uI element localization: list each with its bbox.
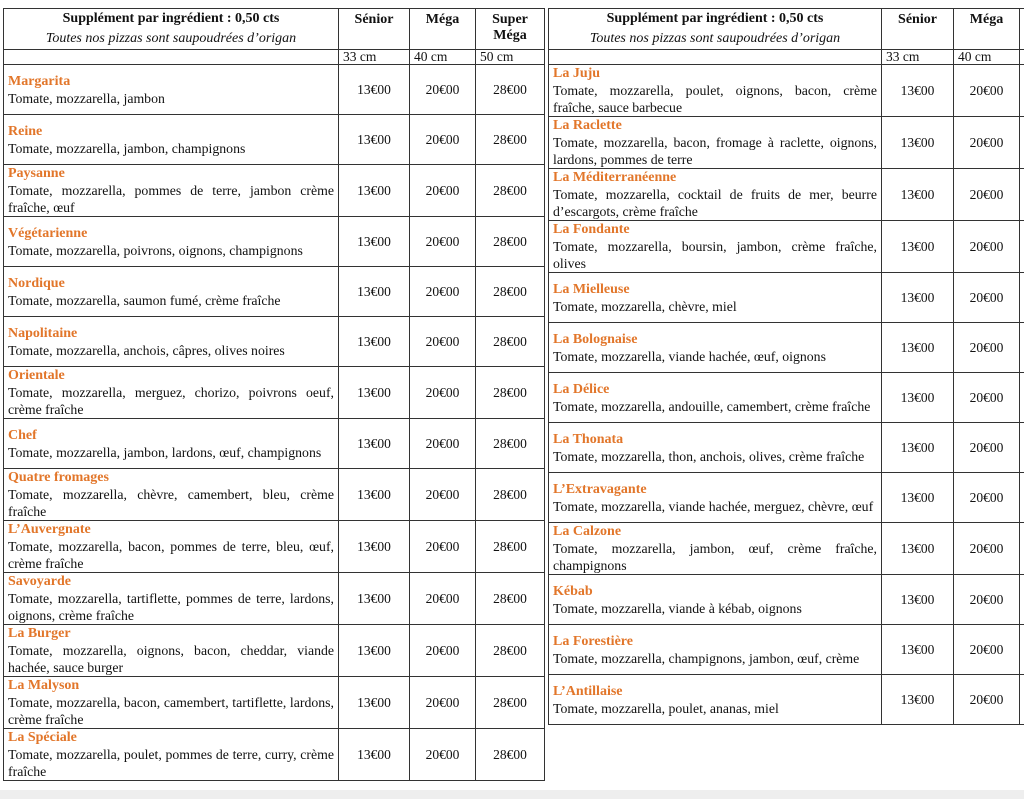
price-senior: 13€00	[339, 65, 410, 115]
pizza-row	[4, 115, 545, 165]
pizza-row	[549, 221, 1024, 273]
size-senior: 33 cm	[339, 50, 410, 65]
pizza-name: La Spéciale	[8, 730, 77, 745]
price-mega: 20€00	[410, 217, 476, 267]
pizza-ingredients: Tomate, mozzarella, jambon, lardons, œuf, champignons	[8, 444, 322, 460]
pizza-row	[549, 473, 1024, 523]
pizza-cell	[4, 521, 339, 573]
supplement-label: Supplément par ingrédient : 0,50 cts	[62, 11, 280, 26]
price-senior: 13€00	[339, 367, 410, 419]
price-senior: 13€00	[339, 165, 410, 217]
size-spacer	[549, 50, 882, 65]
price-senior: 13€00	[882, 423, 954, 473]
price-mega: 20€00	[410, 625, 476, 677]
price-mega: 20€00	[954, 523, 1020, 575]
pizza-row	[549, 273, 1024, 323]
col-super-header: Super Méga	[476, 9, 545, 50]
pizza-cell	[4, 115, 339, 165]
price-super: 28€00	[476, 729, 545, 781]
pizza-cell	[4, 729, 339, 781]
pizza-row	[4, 367, 545, 419]
pizza-cell	[4, 573, 339, 625]
price-mega: 20€00	[954, 473, 1020, 523]
pizza-name: L’Extravagante	[553, 481, 647, 497]
size-mega: 40 cm	[954, 50, 1020, 65]
pizza-cell	[4, 419, 339, 469]
pizza-cell	[549, 117, 882, 169]
price-super: 28€00	[476, 521, 545, 573]
price-super: 28€00	[476, 419, 545, 469]
pizza-name: La Raclette	[553, 118, 622, 133]
price-mega: 20€00	[410, 729, 476, 781]
pizza-menu-table-right	[548, 8, 1024, 725]
pizza-name: Reine	[8, 123, 43, 139]
price-super: 28€00	[476, 677, 545, 729]
price-super: 28€00	[476, 267, 545, 317]
pizza-ingredients: Tomate, mozzarella, oignons, bacon, cheddar, viande hachée, sauce burger	[8, 643, 334, 675]
pizza-cell	[549, 675, 882, 725]
price-mega: 20€00	[410, 677, 476, 729]
pizza-name: La Malyson	[8, 678, 80, 693]
pizza-row	[4, 217, 545, 267]
pizza-row	[4, 317, 545, 367]
supplement-label: Supplément par ingrédient : 0,50 cts	[606, 11, 824, 26]
pizza-cell	[549, 523, 882, 575]
pizza-cell	[4, 625, 339, 677]
pizza-ingredients: Tomate, mozzarella, chèvre, miel	[553, 298, 737, 314]
price-mega: 20€00	[954, 117, 1020, 169]
pizza-ingredients: Tomate, mozzarella, saumon fumé, crème fraîche	[8, 292, 281, 308]
pizza-cell	[549, 473, 882, 523]
pizza-row	[549, 523, 1024, 575]
pizza-ingredients: Tomate, mozzarella, viande hachée, œuf, oignons	[553, 348, 826, 364]
price-mega: 20€00	[954, 273, 1020, 323]
price-super: 28€00	[476, 625, 545, 677]
pizza-row	[4, 267, 545, 317]
page-bottom-strip	[0, 790, 1024, 799]
pizza-cell	[549, 65, 882, 117]
price-senior: 13€00	[339, 573, 410, 625]
price-super: 28€00	[476, 115, 545, 165]
pizza-ingredients: Tomate, mozzarella, jambon	[8, 90, 165, 106]
pizza-ingredients: Tomate, mozzarella, tartiflette, pommes de terre, lardons, oignons, crème fraîche	[8, 591, 334, 623]
pizza-row	[4, 729, 545, 781]
price-super: 28€00	[476, 217, 545, 267]
pizza-row	[549, 117, 1024, 169]
price-cut	[1020, 575, 1024, 625]
price-senior: 13€00	[882, 575, 954, 625]
price-senior: 13€00	[339, 521, 410, 573]
price-senior: 13€00	[882, 65, 954, 117]
pizza-row	[4, 677, 545, 729]
pizza-menu-table-left	[3, 8, 545, 781]
pizza-cell	[549, 625, 882, 675]
pizza-cell	[4, 367, 339, 419]
pizza-name: Chef	[8, 427, 37, 443]
col-mega-header: Méga	[954, 9, 1020, 50]
pizza-cell	[4, 677, 339, 729]
price-senior: 13€00	[339, 217, 410, 267]
pizza-ingredients: Tomate, mozzarella, cocktail de fruits de mer, beurre d’escargots, crème fraîche	[553, 187, 877, 219]
price-cut	[1020, 625, 1024, 675]
pizza-row	[4, 521, 545, 573]
pizza-cell	[549, 423, 882, 473]
pizza-name: La Mielleuse	[553, 281, 630, 297]
pizza-cell	[4, 469, 339, 521]
pizza-name: Orientale	[8, 368, 65, 383]
pizza-name: La Forestière	[553, 633, 633, 649]
pizza-ingredients: Tomate, mozzarella, andouille, camembert, crème fraîche	[553, 398, 871, 414]
pizza-row	[4, 625, 545, 677]
price-senior: 13€00	[882, 169, 954, 221]
pizza-name: Paysanne	[8, 166, 65, 181]
price-cut	[1020, 373, 1024, 423]
size-senior: 33 cm	[882, 50, 954, 65]
price-mega: 20€00	[410, 165, 476, 217]
pizza-row	[4, 469, 545, 521]
price-senior: 13€00	[882, 523, 954, 575]
price-mega: 20€00	[954, 221, 1020, 273]
origan-note: Toutes nos pizzas sont saupoudrées d’origan	[45, 31, 297, 46]
pizza-cell	[549, 575, 882, 625]
price-senior: 13€00	[339, 469, 410, 521]
price-senior: 13€00	[339, 419, 410, 469]
price-senior: 13€00	[339, 115, 410, 165]
size-spacer	[4, 50, 339, 65]
price-cut	[1020, 675, 1024, 725]
pizza-row	[4, 65, 545, 115]
pizza-cell	[549, 221, 882, 273]
price-senior: 13€00	[339, 267, 410, 317]
price-cut	[1020, 323, 1024, 373]
pizza-name: Végétarienne	[8, 225, 88, 241]
price-super: 28€00	[476, 165, 545, 217]
pizza-name: Quatre fromages	[8, 470, 109, 485]
size-mega: 40 cm	[410, 50, 476, 65]
price-mega: 20€00	[410, 65, 476, 115]
price-mega: 20€00	[954, 625, 1020, 675]
col-senior-header: Sénior	[339, 9, 410, 50]
pizza-name: Margarita	[8, 73, 71, 89]
size-super: 50 cm	[476, 50, 545, 65]
pizza-name: L’Auvergnate	[8, 522, 91, 537]
pizza-name: La Thonata	[553, 431, 624, 447]
pizza-ingredients: Tomate, mozzarella, anchois, câpres, olives noires	[8, 342, 285, 358]
pizza-name: La Juju	[553, 66, 601, 81]
header-cell	[4, 9, 339, 50]
price-mega: 20€00	[954, 423, 1020, 473]
price-senior: 13€00	[339, 317, 410, 367]
pizza-cell	[4, 165, 339, 217]
price-senior: 13€00	[882, 373, 954, 423]
pizza-name: Kébab	[553, 583, 593, 599]
price-mega: 20€00	[954, 169, 1020, 221]
pizza-row	[549, 423, 1024, 473]
price-senior: 13€00	[882, 323, 954, 373]
pizza-row	[549, 575, 1024, 625]
pizza-name: La Délice	[553, 381, 610, 397]
price-super: 28€00	[476, 367, 545, 419]
price-senior: 13€00	[339, 677, 410, 729]
price-super: 28€00	[476, 317, 545, 367]
pizza-name: Savoyarde	[8, 574, 71, 589]
price-mega: 20€00	[410, 317, 476, 367]
col-super-header-cut	[1020, 9, 1024, 50]
price-cut	[1020, 523, 1024, 575]
price-super: 28€00	[476, 65, 545, 115]
price-senior: 13€00	[882, 117, 954, 169]
price-mega: 20€00	[410, 267, 476, 317]
pizza-ingredients: Tomate, mozzarella, champignons, jambon, œuf, crème	[553, 650, 860, 666]
pizza-name: Nordique	[8, 275, 65, 291]
price-cut	[1020, 423, 1024, 473]
pizza-row	[549, 169, 1024, 221]
col-senior-header: Sénior	[882, 9, 954, 50]
price-super: 28€00	[476, 469, 545, 521]
price-senior: 13€00	[339, 729, 410, 781]
price-mega: 20€00	[954, 373, 1020, 423]
pizza-row	[4, 573, 545, 625]
header-cell	[549, 9, 882, 50]
price-mega: 20€00	[954, 323, 1020, 373]
pizza-name: La Bolognaise	[553, 331, 638, 347]
pizza-cell	[4, 217, 339, 267]
pizza-name: La Fondante	[553, 222, 630, 237]
price-cut	[1020, 473, 1024, 523]
pizza-cell	[4, 65, 339, 115]
col-mega-header: Méga	[410, 9, 476, 50]
price-senior: 13€00	[882, 675, 954, 725]
pizza-ingredients: Tomate, mozzarella, bacon, fromage à raclette, oignons, lardons, pommes de terre	[553, 135, 877, 167]
pizza-ingredients: Tomate, mozzarella, jambon, champignons	[8, 140, 246, 156]
price-mega: 20€00	[954, 65, 1020, 117]
price-senior: 13€00	[882, 625, 954, 675]
pizza-name: L’Antillaise	[553, 683, 623, 699]
pizza-ingredients: Tomate, mozzarella, merguez, chorizo, poivrons oeuf, crème fraîche	[8, 385, 334, 417]
pizza-row	[549, 675, 1024, 725]
pizza-cell	[549, 373, 882, 423]
origan-note: Toutes nos pizzas sont saupoudrées d’origan	[589, 31, 841, 46]
price-mega: 20€00	[410, 521, 476, 573]
price-cut	[1020, 117, 1024, 169]
pizza-name: La Calzone	[553, 524, 622, 539]
pizza-ingredients: Tomate, mozzarella, thon, anchois, olives, crème fraîche	[553, 448, 865, 464]
price-mega: 20€00	[954, 575, 1020, 625]
pizza-row	[549, 323, 1024, 373]
pizza-ingredients: Tomate, mozzarella, bacon, camembert, tartiflette, lardons, crème fraîche	[8, 695, 334, 727]
pizza-name: La Méditerranéenne	[553, 170, 677, 185]
pizza-row	[549, 625, 1024, 675]
price-cut	[1020, 221, 1024, 273]
pizza-cell	[4, 267, 339, 317]
price-cut	[1020, 65, 1024, 117]
pizza-cell	[549, 273, 882, 323]
pizza-ingredients: Tomate, mozzarella, poulet, oignons, bacon, crème fraîche, sauce barbecue	[553, 83, 877, 115]
pizza-cell	[549, 169, 882, 221]
pizza-ingredients: Tomate, mozzarella, poulet, ananas, miel	[553, 700, 779, 716]
price-senior: 13€00	[339, 625, 410, 677]
price-senior: 13€00	[882, 221, 954, 273]
pizza-ingredients: Tomate, mozzarella, bacon, pommes de terre, bleu, œuf, crème fraîche	[8, 539, 334, 571]
price-mega: 20€00	[410, 419, 476, 469]
pizza-name: Napolitaine	[8, 325, 78, 341]
pizza-row	[549, 373, 1024, 423]
price-mega: 20€00	[954, 675, 1020, 725]
pizza-ingredients: Tomate, mozzarella, viande à kébab, oignons	[553, 600, 802, 616]
pizza-ingredients: Tomate, mozzarella, jambon, œuf, crème fraîche, champignons	[553, 541, 877, 573]
pizza-ingredients: Tomate, mozzarella, boursin, jambon, crème fraîche, olives	[553, 239, 877, 271]
price-mega: 20€00	[410, 115, 476, 165]
price-mega: 20€00	[410, 573, 476, 625]
price-super: 28€00	[476, 573, 545, 625]
pizza-ingredients: Tomate, mozzarella, pommes de terre, jambon crème fraîche, œuf	[8, 183, 334, 215]
pizza-row	[549, 65, 1024, 117]
price-senior: 13€00	[882, 473, 954, 523]
price-senior: 13€00	[882, 273, 954, 323]
pizza-row	[4, 419, 545, 469]
price-cut	[1020, 273, 1024, 323]
pizza-ingredients: Tomate, mozzarella, poivrons, oignons, champignons	[8, 242, 303, 258]
price-cut	[1020, 169, 1024, 221]
pizza-ingredients: Tomate, mozzarella, poulet, pommes de terre, curry, crème fraîche	[8, 747, 334, 779]
price-mega: 20€00	[410, 367, 476, 419]
pizza-name: La Burger	[8, 626, 71, 641]
pizza-ingredients: Tomate, mozzarella, viande hachée, merguez, chèvre, œuf	[553, 498, 874, 514]
pizza-ingredients: Tomate, mozzarella, chèvre, camembert, bleu, crème fraîche	[8, 487, 334, 519]
size-super-cut	[1020, 50, 1024, 65]
pizza-cell	[549, 323, 882, 373]
pizza-cell	[4, 317, 339, 367]
pizza-row	[4, 165, 545, 217]
price-mega: 20€00	[410, 469, 476, 521]
